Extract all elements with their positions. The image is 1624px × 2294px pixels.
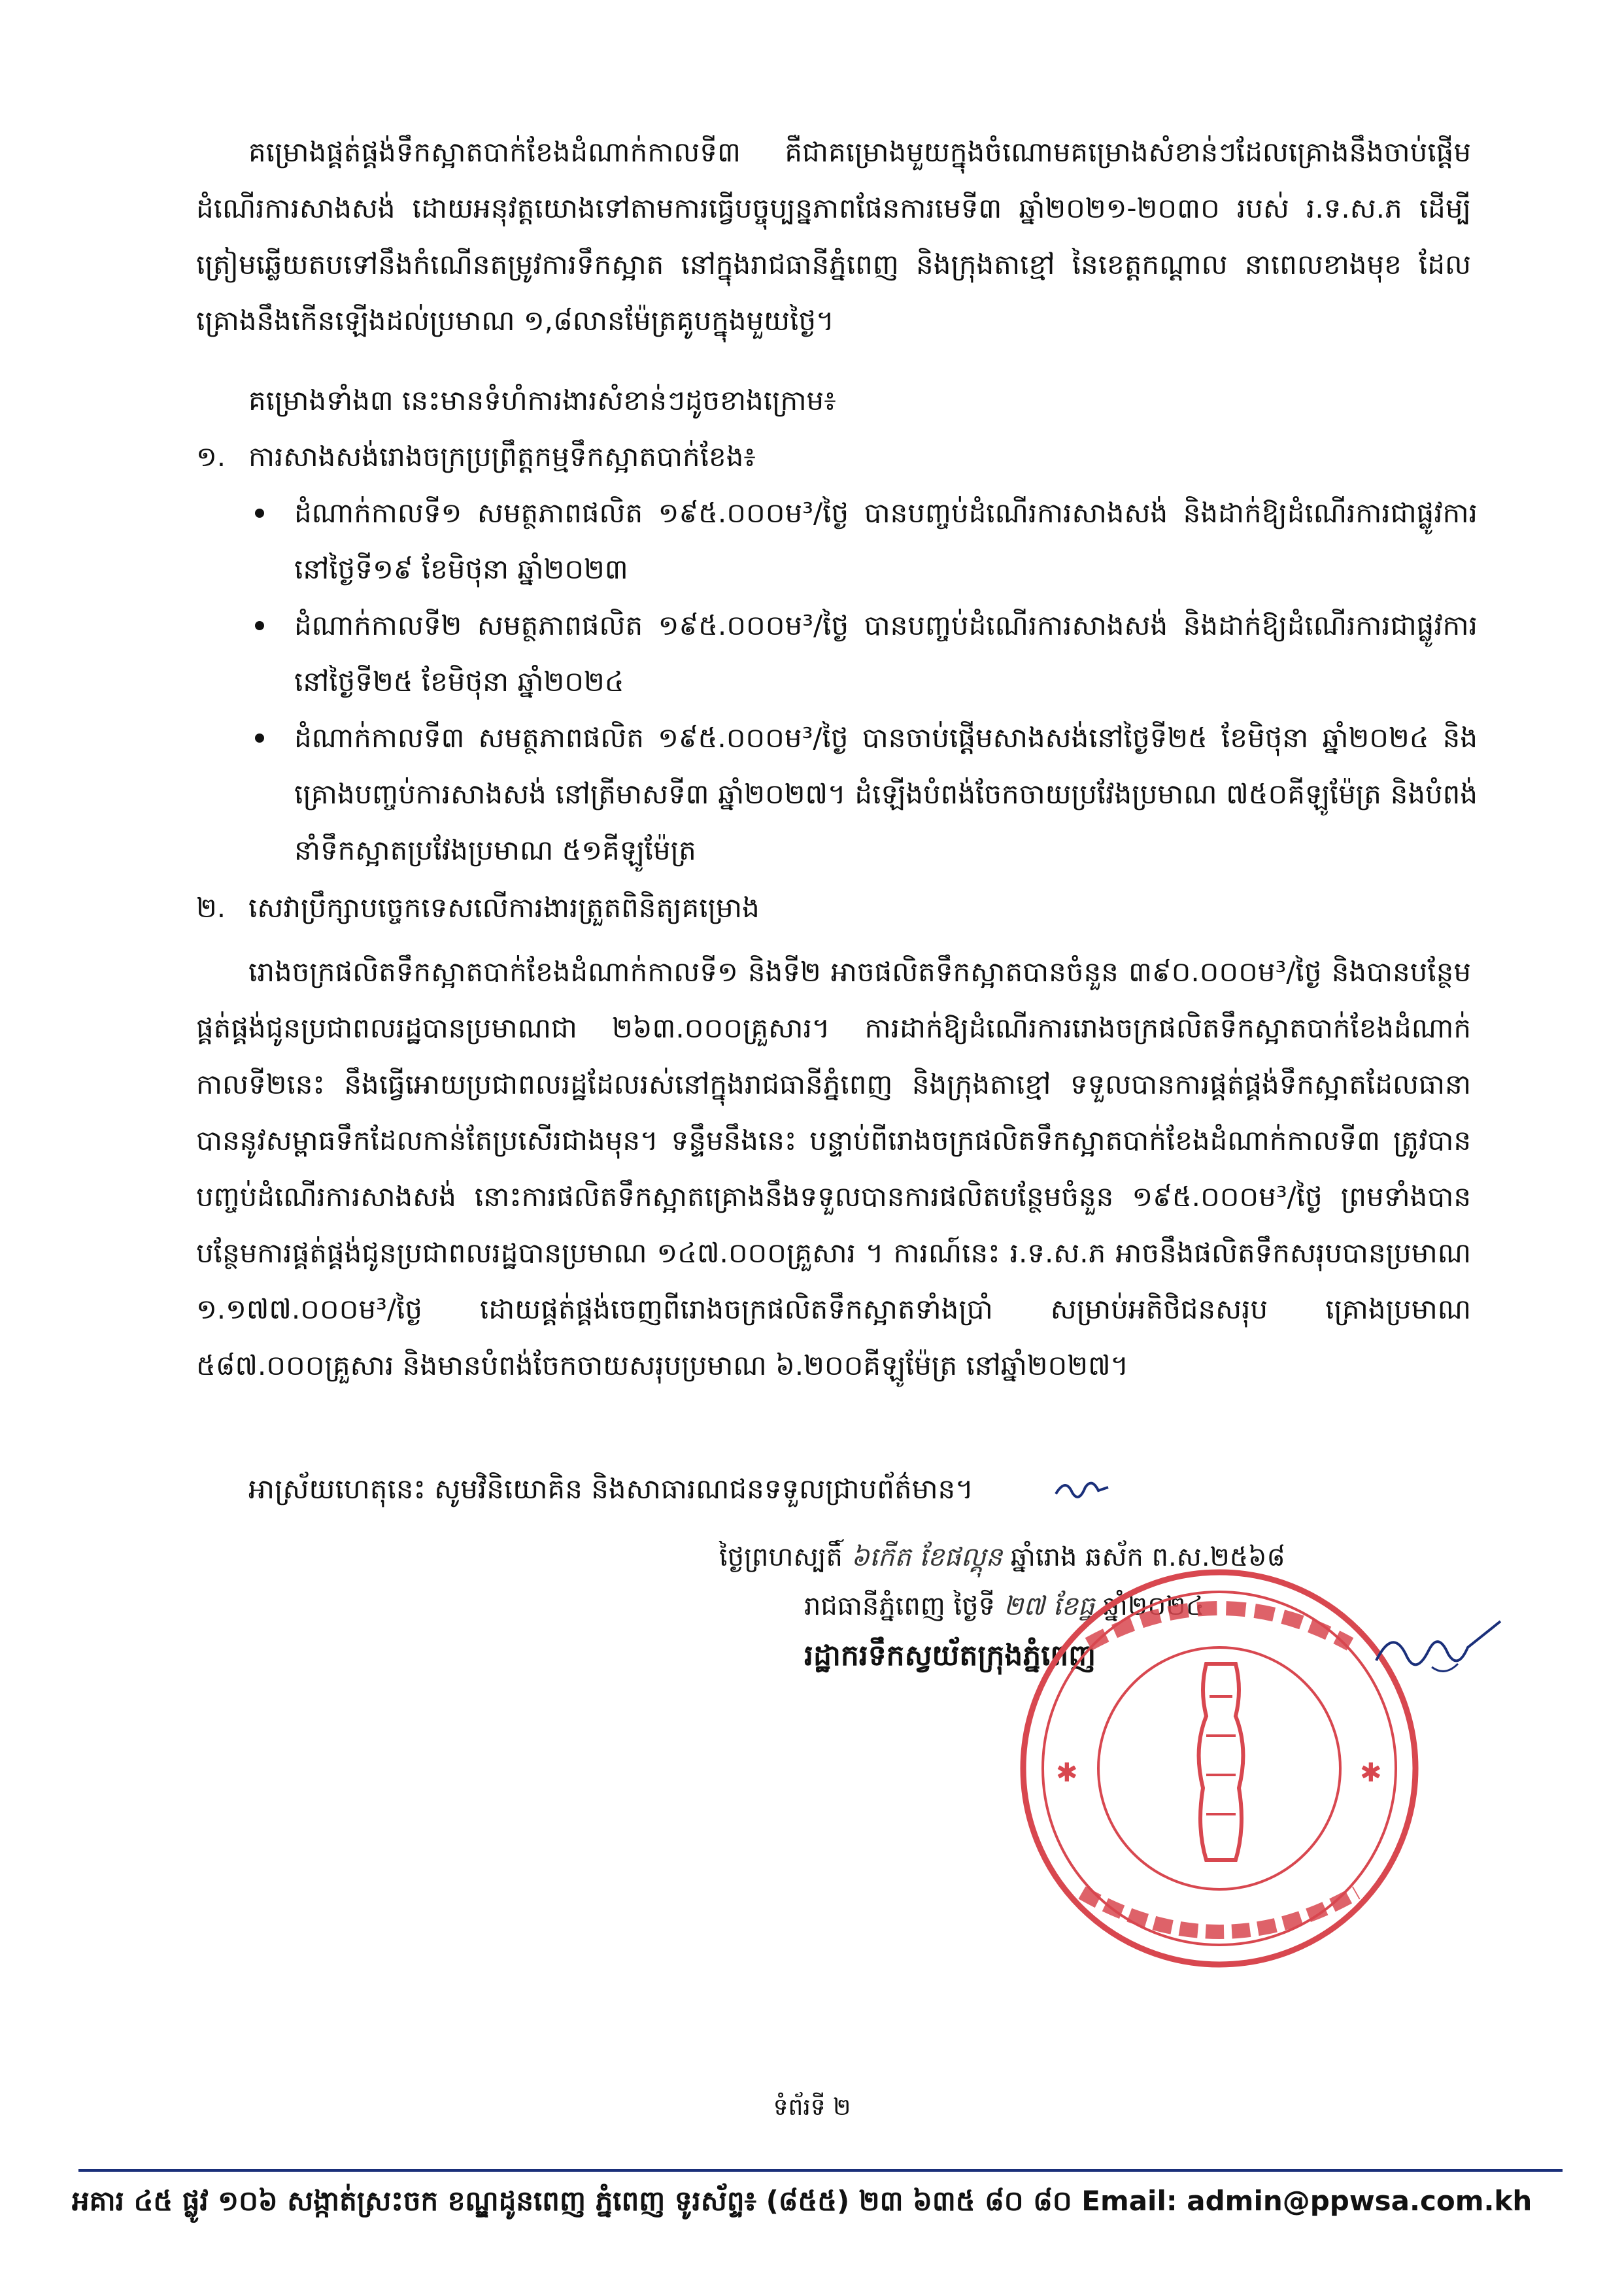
handwritten-date: ២៧ ខែធ្នូ [1003,1591,1095,1621]
phase-bullet-list [248,485,1478,879]
lunar-date-line: ថ្ងៃព្រហស្បតិ៍ ៦កើត ខែផល្គុន ឆ្នាំរោង ឆស័ក ព.ស.២៥៦៨ [719,1542,1285,1572]
bullet-dot-icon [255,621,264,630]
svg-text:✱: ✱ [1056,1758,1078,1788]
item-number: ២. [196,892,226,924]
closing-line: អាស្រ័យហេតុនេះ សូមវិនិយោគិន និងសាធារណជនទទួលជ្រាបព័ត៌មាន។ [248,1473,973,1505]
footer-address: អគារ ៤៥ ផ្លូវ ១០៦ សង្កាត់ស្រះចក ខណ្ឌដូនពេញ ភ្នំពេញ ទូរស័ព្ទ៖ (៨៥៥) ២៣ ៦៣៥ ៨០ ៨០ [72,2185,1072,2217]
paragraph-project-overview: គម្រោងផ្គត់ផ្គង់ទឹកស្អាតបាក់ខែងដំណាក់កាលទី៣ គឺជាគម្រោងមួយក្នុងចំណោមគម្រោងសំខាន់ៗដែលគ្រោងនឹងចាប់ផ្តើមដំណើរការសាងសង់ ដោយអនុវត្តយោងទៅតាមការធ្វើបច្ចុប្បន្នភាពផែនការមេទី៣ ឆ្នាំ២០២១-២០៣០ របស់ រ.ទ.ស.ភ ដើម្បីត្រៀមឆ្លើយតបទៅនឹងកំណើនតម្រូវការទឹកស្អាត នៅក្នុងរាជធានីភ្នំពេញ និងក្រុងតាខ្មៅ នៃខេត្តកណ្តាល នាពេលខាងមុខ ដែលគ្រោងនឹងកើនឡើងដល់ប្រមាណ ១,៨លានម៉ែត្រគូបក្នុងមួយថ្ងៃ។ [196,136,1471,337]
official-seal-icon [1010,1566,1429,1971]
footer-contact [72,2184,1532,2224]
paragraph-production-capacity: រោងចក្រផលិតទឹកស្អាតបាក់ខែងដំណាក់កាលទី១ និងទី២ អាចផលិតទឹកស្អាតបានចំនួន ៣៩០.០០០ម³/ថ្ងៃ និងបានបន្ថែមផ្គត់ផ្គង់ជូនប្រជាពលរដ្ឋបានប្រមាណជា ២៦៣.០០០គ្រួសារ។ ការដាក់ឱ្យដំណើរការរោងចក្រផលិតទឹកស្អាតបាក់ខែងដំណាក់កាលទី២នេះ នឹងធ្វើអោយប្រជាពលរដ្ឋដែលរស់នៅក្នុងរាជធានីភ្នំពេញ និងក្រុងតាខ្មៅ ទទួលបានការផ្គត់ផ្គង់ទឹកស្អាតដែលធានាបាននូវសម្ពាធទឹកដែលកាន់តែប្រសើរជាងមុន។ ទន្ទឹមនឹងនេះ បន្ទាប់ពីរោងចក្រផលិតទឹកស្អាតបាក់ខែងដំណាក់កាលទី៣ ត្រូវបានបញ្ចប់ដំណើរការសាងសង់ នោះការផលិតទឹកស្អាតគ្រោងនឹងទទួលបានការផលិតបន្ថែមចំនួន ១៩៥.០០០ម³/ថ្ងៃ ព្រមទាំងបានបន្ថែមការផ្គត់ផ្គង់ជូនប្រជាពលរដ្ឋបានប្រមាណ ១៤៧.០០០គ្រួសារ ។ ការណ៍នេះ រ.ទ.ស.ភ អាចនឹងផលិតទឹកសរុបបានប្រមាណ ១.១៧៧.០០០ម³/ថ្ងៃ ដោយផ្គត់ផ្គង់ចេញពីរោងចក្រផលិតទឹកស្អាតទាំងប្រាំ សម្រាប់អតិថិជនសរុប គ្រោងប្រមាណ ៥៨៧.០០០គ្រួសារ និងមានបំពង់ចែកចាយសរុបប្រមាណ ៦.២០០គីឡូម៉ែត្រ នៅឆ្នាំ២០២៧។ [196,956,1471,1381]
organization-name: រដ្ឋាករទឹកស្វយ័តក្រុងភ្នំពេញ [804,1639,1096,1672]
signature-icon [1373,1615,1504,1687]
bullet-dot-icon [255,734,264,743]
svg-text:✱: ✱ [1360,1758,1382,1788]
page-number: ទំព័រទី ២ [773,2094,851,2121]
handwritten-day: ៦កើត ខែផល្គុន [851,1542,1003,1572]
footer-rule [78,2169,1563,2172]
bullet-phase-2: ដំណាក់កាលទី២ សមត្ថភាពផលិត ១៩៥.០០០ម³/ថ្ងៃ បានបញ្ចប់ដំណើរការសាងសង់ និងដាក់ឱ្យដំណើរការជាផ្លូវការនៅថ្ងៃទី២៥ ខែមិថុនា ឆ្នាំ២០២៤ [248,598,1478,710]
solar-date-line: រាជធានីភ្នំពេញ ថ្ងៃទី ២៧ ខែធ្នូ ឆ្នាំ២០២៤ [804,1591,1205,1621]
bullet-phase-1: ដំណាក់កាលទី១ សមត្ថភាពផលិត ១៩៥.០០០ម³/ថ្ងៃ បានបញ្ចប់ដំណើរការសាងសង់ និងដាក់ឱ្យដំណើរការជាផ្លូវការនៅថ្ងៃទី១៩ ខែមិថុនា ឆ្នាំ២០២៣ [248,485,1478,598]
item-title: ការសាងសង់រោងចក្រប្រព្រឹត្តកម្មទឹកស្អាតបាក់ខែង៖ [248,441,756,473]
item-number: ១. [196,441,226,473]
projects-intro-line: គម្រោងទាំង៣ នេះមានទំហំការងារសំខាន់ៗដូចខាងក្រោម៖ [248,384,836,416]
footer-email[interactable]: Email: admin@ppwsa.com.kh [1081,2185,1532,2217]
numbered-item-1 [196,429,1471,485]
bullet-phase-3: ដំណាក់កាលទី៣ សមត្ថភាពផលិត ១៩៥.០០០ម³/ថ្ងៃ បានចាប់ផ្តើមសាងសង់នៅថ្ងៃទី២៥ ខែមិថុនា ឆ្នាំ២០២៤ និងគ្រោងបញ្ចប់ការសាងសង់ នៅត្រីមាសទី៣ ឆ្នាំ២០២៧។ ដំឡើងបំពង់ចែកចាយប្រវែងប្រមាណ ៧៥០គីឡូម៉ែត្រ និងបំពង់នាំទឹកស្អាតប្រវែងប្រមាណ ៥១គីឡូម៉ែត្រ [248,710,1478,879]
initial-mark-icon [1053,1474,1111,1507]
bullet-dot-icon [255,509,264,518]
numbered-item-2 [196,880,1471,936]
item-title: សេវាប្រឹក្សាបច្ចេកទេសលើការងារត្រួតពិនិត្យគម្រោង [248,892,760,924]
